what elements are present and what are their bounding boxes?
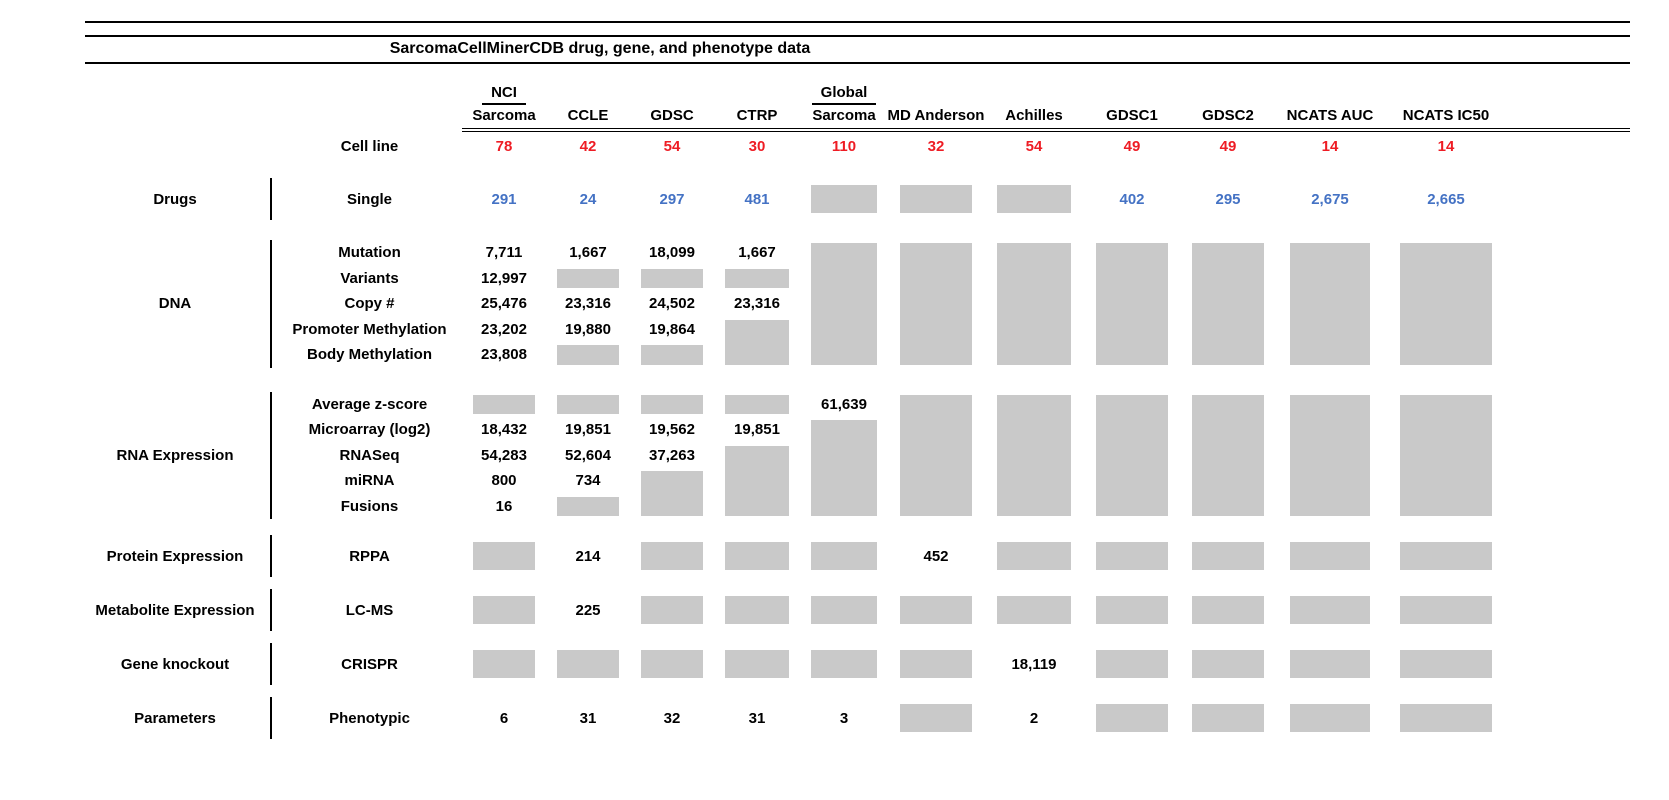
- missing-data-box: [1192, 650, 1263, 678]
- row-label-single: Single: [346, 190, 392, 208]
- missing-data-box: [1192, 243, 1263, 365]
- cell-line-count-ctrp: 30: [748, 138, 766, 155]
- category-divider: [270, 178, 272, 220]
- cell-line-count-achilles: 54: [1025, 138, 1043, 155]
- data-value: 19,851: [734, 421, 780, 439]
- row-label-mirna: miRNA: [344, 472, 395, 490]
- data-value: 7,711: [485, 244, 523, 262]
- missing-data-box: [900, 704, 971, 732]
- column-header-top-label: Global: [812, 82, 877, 105]
- cell-line-count-ccle: 42: [579, 138, 597, 155]
- row-label-lc-ms: LC-MS: [345, 601, 394, 619]
- data-value: 23,316: [565, 295, 611, 313]
- data-value: 452: [923, 547, 949, 565]
- column-header-label: CTRP: [736, 107, 778, 124]
- missing-data-box: [811, 243, 876, 365]
- data-value: 52,604: [565, 446, 611, 464]
- row-label-fusions: Fusions: [340, 497, 399, 515]
- missing-data-box: [725, 446, 789, 517]
- data-value: 19,851: [565, 421, 611, 439]
- missing-data-box: [997, 243, 1071, 365]
- missing-data-box: [725, 320, 789, 365]
- row-label-copy: Copy #: [344, 295, 395, 313]
- row-label-promoter-methylation: Promoter Methylation: [292, 320, 447, 338]
- missing-data-box: [725, 269, 789, 289]
- missing-data-box: [900, 395, 971, 517]
- category-divider: [270, 392, 272, 520]
- missing-data-box: [997, 185, 1071, 213]
- missing-data-box: [1400, 596, 1492, 624]
- data-value: 19,864: [649, 320, 695, 338]
- row-label-phenotypic: Phenotypic: [329, 709, 410, 727]
- column-header-row: [462, 78, 1630, 132]
- missing-data-box: [1400, 243, 1492, 365]
- column-header-ccle: [546, 78, 630, 126]
- cell-line-count-gdsc: 54: [663, 138, 681, 155]
- data-value: 31: [748, 709, 766, 727]
- data-value: 12,997: [481, 269, 527, 287]
- missing-data-box: [1192, 596, 1263, 624]
- column-header-label: GDSC: [650, 107, 694, 124]
- missing-data-box: [641, 471, 703, 516]
- section-data-parameters: [462, 701, 1630, 735]
- section-metabolite-expression: [85, 593, 1669, 627]
- section-dna: [85, 240, 1669, 368]
- missing-data-box: [641, 650, 703, 678]
- category-divider: [270, 240, 272, 368]
- data-value: 1,667: [569, 244, 607, 262]
- missing-data-box: [1096, 596, 1167, 624]
- missing-data-box: [1290, 650, 1370, 678]
- missing-data-box: [1400, 395, 1492, 517]
- missing-data-box: [1400, 542, 1492, 570]
- missing-data-box: [641, 269, 703, 289]
- column-header-label: Sarcoma: [812, 107, 876, 124]
- column-header-label: MD Anderson: [887, 107, 985, 124]
- missing-data-box: [473, 596, 535, 624]
- section-protein-expression: [85, 539, 1669, 573]
- category-label-gene-knockout: Gene knockout: [120, 655, 230, 673]
- row-label-microarray-log2: Microarray (log2): [308, 421, 431, 439]
- data-value: 2: [1029, 709, 1039, 727]
- data-value: 481: [744, 190, 770, 208]
- column-header-ctrp: [714, 78, 800, 126]
- section-left-dna: [85, 240, 462, 368]
- cell-line-count-gdsc2: 49: [1219, 138, 1237, 155]
- row-label-body-methylation: Body Methylation: [306, 346, 432, 364]
- section-left-drugs: [85, 182, 462, 216]
- missing-data-box: [997, 542, 1071, 570]
- section-gene-knockout: [85, 647, 1669, 681]
- data-value: 54,283: [481, 446, 527, 464]
- missing-data-box: [557, 650, 619, 678]
- cell-line-row: [85, 132, 1669, 162]
- cell-line-count-sarcoma: 110: [831, 138, 857, 155]
- missing-data-box: [641, 542, 703, 570]
- data-value: 18,099: [649, 244, 695, 262]
- data-value: 24: [579, 190, 597, 208]
- category-label-dna: DNA: [158, 295, 192, 313]
- data-value: 734: [575, 472, 601, 490]
- missing-data-box: [1192, 542, 1263, 570]
- missing-data-box: [725, 596, 789, 624]
- cell-line-label: Cell line: [340, 138, 399, 155]
- sections: [85, 182, 1669, 735]
- category-divider: [270, 535, 272, 577]
- category-label-rna-expression: RNA Expression: [116, 446, 234, 464]
- column-header-label: GDSC1: [1106, 107, 1158, 124]
- section-data-metabolite-expression: [462, 593, 1630, 627]
- data-value: 6: [499, 709, 509, 727]
- header-left-spacer: [85, 78, 462, 132]
- missing-data-box: [900, 243, 971, 365]
- missing-data-box: [557, 345, 619, 365]
- missing-data-box: [1096, 243, 1167, 365]
- data-value: 37,263: [649, 446, 695, 464]
- category-divider: [270, 589, 272, 631]
- data-value: 24,502: [649, 295, 695, 313]
- row-label-variants: Variants: [340, 269, 399, 287]
- data-value: 31: [579, 709, 597, 727]
- data-value: 19,880: [565, 320, 611, 338]
- column-header-gdsc1: [1084, 78, 1180, 126]
- data-value: 800: [491, 472, 517, 490]
- missing-data-box: [1290, 596, 1370, 624]
- figure-title: SarcomaCellMinerCDB drug, gene, and phenotype data: [389, 40, 811, 57]
- missing-data-box: [1290, 704, 1370, 732]
- top-rule: [85, 21, 1630, 23]
- category-divider: [270, 697, 272, 739]
- section-left-gene-knockout: [85, 647, 462, 681]
- section-data-protein-expression: [462, 539, 1630, 573]
- data-value: 225: [575, 601, 601, 619]
- cell-line-counts: [462, 132, 1630, 162]
- category-label-drugs: Drugs: [153, 190, 197, 208]
- data-value: 32: [663, 709, 681, 727]
- column-header-label: Sarcoma: [472, 107, 536, 124]
- missing-data-box: [641, 395, 703, 415]
- data-value: 25,476: [481, 295, 527, 313]
- missing-data-box: [641, 345, 703, 365]
- title-band: [85, 35, 1630, 64]
- data-value: 3: [839, 709, 849, 727]
- data-value: 297: [659, 190, 685, 208]
- missing-data-box: [1400, 704, 1492, 732]
- cell-line-count-sarcoma: 78: [495, 138, 513, 155]
- category-divider: [270, 643, 272, 685]
- missing-data-box: [1192, 704, 1263, 732]
- missing-data-box: [725, 395, 789, 415]
- cell-line-count-gdsc1: 49: [1123, 138, 1141, 155]
- cell-line-count-ncats-ic50: 14: [1437, 138, 1455, 155]
- column-header-gdsc: [630, 78, 714, 126]
- section-data-dna: [462, 240, 1630, 368]
- data-value: 2,675: [1311, 190, 1349, 208]
- missing-data-box: [811, 185, 876, 213]
- column-header-ncats-ic50: [1384, 78, 1508, 126]
- data-value: 402: [1119, 190, 1145, 208]
- data-value: 16: [495, 497, 513, 515]
- data-value: 23,808: [481, 346, 527, 364]
- missing-data-box: [1096, 395, 1167, 517]
- missing-data-box: [811, 650, 876, 678]
- missing-data-box: [473, 542, 535, 570]
- column-header-label: Achilles: [1005, 107, 1063, 124]
- section-left-metabolite-expression: [85, 593, 462, 627]
- missing-data-box: [811, 420, 876, 516]
- data-value: 19,562: [649, 421, 695, 439]
- section-data-rna-expression: [462, 392, 1630, 520]
- section-data-drugs: [462, 182, 1630, 216]
- missing-data-box: [557, 395, 619, 415]
- data-value: 18,432: [481, 421, 527, 439]
- missing-data-box: [1096, 542, 1167, 570]
- column-header-top-label: NCI: [482, 82, 526, 105]
- row-label-average-z-score: Average z-score: [311, 395, 428, 413]
- category-label-parameters: Parameters: [134, 709, 216, 727]
- missing-data-box: [1096, 650, 1167, 678]
- missing-data-box: [725, 542, 789, 570]
- header-row: [85, 78, 1669, 132]
- data-value: 295: [1215, 190, 1241, 208]
- missing-data-box: [557, 269, 619, 289]
- missing-data-box: [811, 542, 876, 570]
- missing-data-box: [473, 395, 535, 415]
- missing-data-box: [1290, 395, 1370, 517]
- missing-data-box: [997, 395, 1071, 517]
- section-left-parameters: [85, 701, 462, 735]
- data-value: 18,119: [1011, 655, 1057, 673]
- missing-data-box: [811, 596, 876, 624]
- data-value: 1,667: [738, 244, 776, 262]
- column-header-label: NCATS IC50: [1402, 107, 1490, 124]
- missing-data-box: [557, 497, 619, 517]
- missing-data-box: [900, 596, 971, 624]
- category-label-protein-expression: Protein Expression: [106, 547, 244, 565]
- section-drugs: [85, 182, 1669, 216]
- data-table: [85, 78, 1669, 735]
- missing-data-box: [1400, 650, 1492, 678]
- column-header-global-sarcoma: [800, 78, 888, 126]
- data-value: 291: [491, 190, 517, 208]
- missing-data-box: [900, 185, 971, 213]
- section-left-rna-expression: [85, 392, 462, 520]
- missing-data-box: [997, 596, 1071, 624]
- section-rna-expression: [85, 392, 1669, 520]
- column-header-gdsc2: [1180, 78, 1276, 126]
- cell-line-count-ncats-auc: 14: [1321, 138, 1339, 155]
- row-label-mutation: Mutation: [338, 244, 401, 262]
- missing-data-box: [1290, 542, 1370, 570]
- column-header-md-anderson: [888, 78, 984, 126]
- data-value: 2,665: [1427, 190, 1465, 208]
- data-value: 214: [575, 547, 601, 565]
- missing-data-box: [473, 650, 535, 678]
- column-header-label: CCLE: [567, 107, 609, 124]
- missing-data-box: [725, 650, 789, 678]
- missing-data-box: [1290, 243, 1370, 365]
- column-header-ncats-auc: [1276, 78, 1384, 126]
- column-header-nci-sarcoma: [462, 78, 546, 126]
- section-data-gene-knockout: [462, 647, 1630, 681]
- data-value: 23,316: [734, 295, 780, 313]
- cell-line-count-md-anderson: 32: [927, 138, 945, 155]
- section-left-protein-expression: [85, 539, 462, 573]
- row-label-rnaseq: RNASeq: [339, 446, 400, 464]
- missing-data-box: [641, 596, 703, 624]
- column-header-label: GDSC2: [1202, 107, 1254, 124]
- cell-line-left: [85, 132, 462, 162]
- column-header-achilles: [984, 78, 1084, 126]
- category-label-metabolite-expression: Metabolite Expression: [95, 601, 255, 619]
- missing-data-box: [900, 650, 971, 678]
- data-value: 23,202: [481, 320, 527, 338]
- missing-data-box: [1096, 704, 1167, 732]
- missing-data-box: [1192, 395, 1263, 517]
- section-parameters: [85, 701, 1669, 735]
- data-value: 61,639: [821, 395, 867, 413]
- row-label-crispr: CRISPR: [341, 655, 398, 673]
- row-label-rppa: RPPA: [349, 547, 390, 565]
- column-header-label: NCATS AUC: [1286, 107, 1374, 124]
